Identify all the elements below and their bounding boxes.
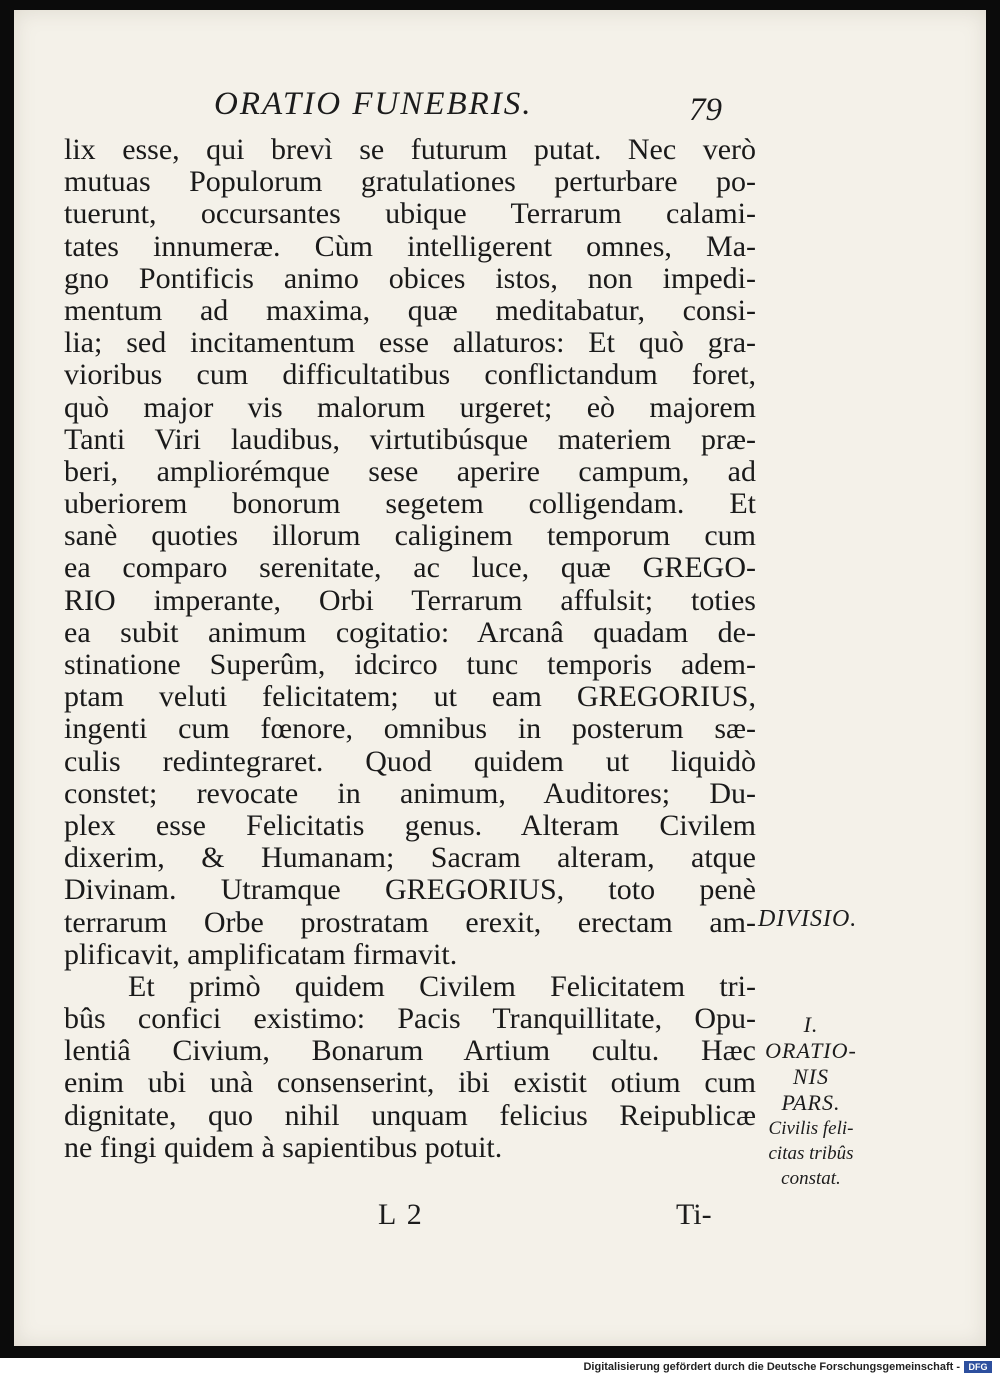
margin-note-line: I. xyxy=(803,1012,819,1037)
text-line: beri, ampliorémque sese aperire campum, ad xyxy=(64,454,756,488)
text-line: Tanti Viri laudibus, virtutibúsque materiem præ- xyxy=(64,422,756,456)
text-line: tuerunt, occursantes ubique Terrarum calami- xyxy=(64,197,756,231)
margin-note-line: PARS. xyxy=(781,1090,841,1115)
text-line: sanè quoties illorum caliginem temporum cum xyxy=(64,519,756,553)
text-line: enim ubi unà consenserint, ibi existit otium cum xyxy=(64,1066,756,1100)
text-line: lia; sed incitamentum esse allaturos: Et quò gra- xyxy=(64,326,756,360)
text-line: plificavit, amplificatam firmavit. xyxy=(64,937,458,971)
text-line: dignitate, quo nihil unquam felicius Reipublicæ xyxy=(64,1098,756,1132)
dfg-logo-icon: DFG xyxy=(964,1361,992,1373)
text-line: ea comparo serenitate, ac luce, quæ GREGO- xyxy=(64,551,756,585)
margin-note-divisio: DIVISIO. xyxy=(758,906,858,932)
text-line: gno Pontificis animo obices istos, non impedi- xyxy=(64,261,756,295)
signature-mark: L 2 xyxy=(378,1198,424,1231)
running-head: ORATIO FUNEBRIS. xyxy=(214,86,533,122)
page-number: 79 xyxy=(689,92,722,128)
text-line: bûs confici existimo: Pacis Tranquillitate, Opu- xyxy=(64,1002,756,1036)
text-line: vioribus cum difficultatibus conflictandum foret, xyxy=(64,358,756,392)
margin-note-section xyxy=(754,1012,868,1191)
text-line: plex esse Felicitatis genus. Alteram Civilem xyxy=(64,808,756,842)
text-line: stinatione Superûm, idcirco tunc temporis adem- xyxy=(64,648,756,681)
text-line: ptam veluti felicitatem; ut eam GREGORIUS, xyxy=(64,680,756,714)
text-line: lix esse, qui brevì se futurum putat. Nec verò xyxy=(64,133,756,166)
text-line: lentiâ Civium, Bonarum Artium cultu. Hæc xyxy=(64,1034,756,1068)
text-line: tates innumeræ. Cùm intelligerent omnes, Ma- xyxy=(64,229,756,263)
margin-note-line: Civilis feli- xyxy=(768,1118,854,1139)
margin-note-line: ORATIO- xyxy=(765,1038,857,1063)
text-line: terrarum Orbe prostratam erexit, erectam am- xyxy=(64,905,756,939)
text-line: RIO imperante, Orbi Terrarum affulsit; toties xyxy=(64,583,756,617)
text-line: ingenti cum fœnore, omnibus in posterum sæ- xyxy=(64,712,756,746)
text-line: ea subit animum cogitatio: Arcanâ quadam de- xyxy=(64,615,756,649)
text-line: Divinam. Utramque GREGORIUS, toto penè xyxy=(64,873,756,907)
text-line: constet; revocate in animum, Auditores; Du- xyxy=(64,776,756,810)
footer-credit: Digitalisierung gefördert durch die Deutsche Forschungsgemeinschaft - xyxy=(583,1361,960,1373)
catchword: Ti- xyxy=(676,1198,712,1231)
text-line: quò major vis malorum urgeret; eò majorem xyxy=(64,390,756,424)
text-line: mentum ad maxima, quæ meditabatur, consi- xyxy=(64,293,756,327)
text-line: ne fingi quidem à sapientibus potuit. xyxy=(64,1130,503,1164)
margin-note-line: NIS xyxy=(793,1064,829,1089)
text-line: culis redintegraret. Quod quidem ut liquidò xyxy=(64,744,756,778)
text-line: dixerim, & Humanam; Sacram alteram, atque xyxy=(64,841,756,875)
margin-note-line: citas tribûs xyxy=(768,1143,854,1164)
text-line: uberiorem bonorum segetem colligendam. Et xyxy=(64,487,756,521)
body-text xyxy=(64,134,756,1164)
text-line: Et primò quidem Civilem Felicitatem tri- xyxy=(128,969,756,1003)
text-line: mutuas Populorum gratulationes perturbare po- xyxy=(64,165,756,199)
margin-note-line: constat. xyxy=(781,1168,841,1189)
